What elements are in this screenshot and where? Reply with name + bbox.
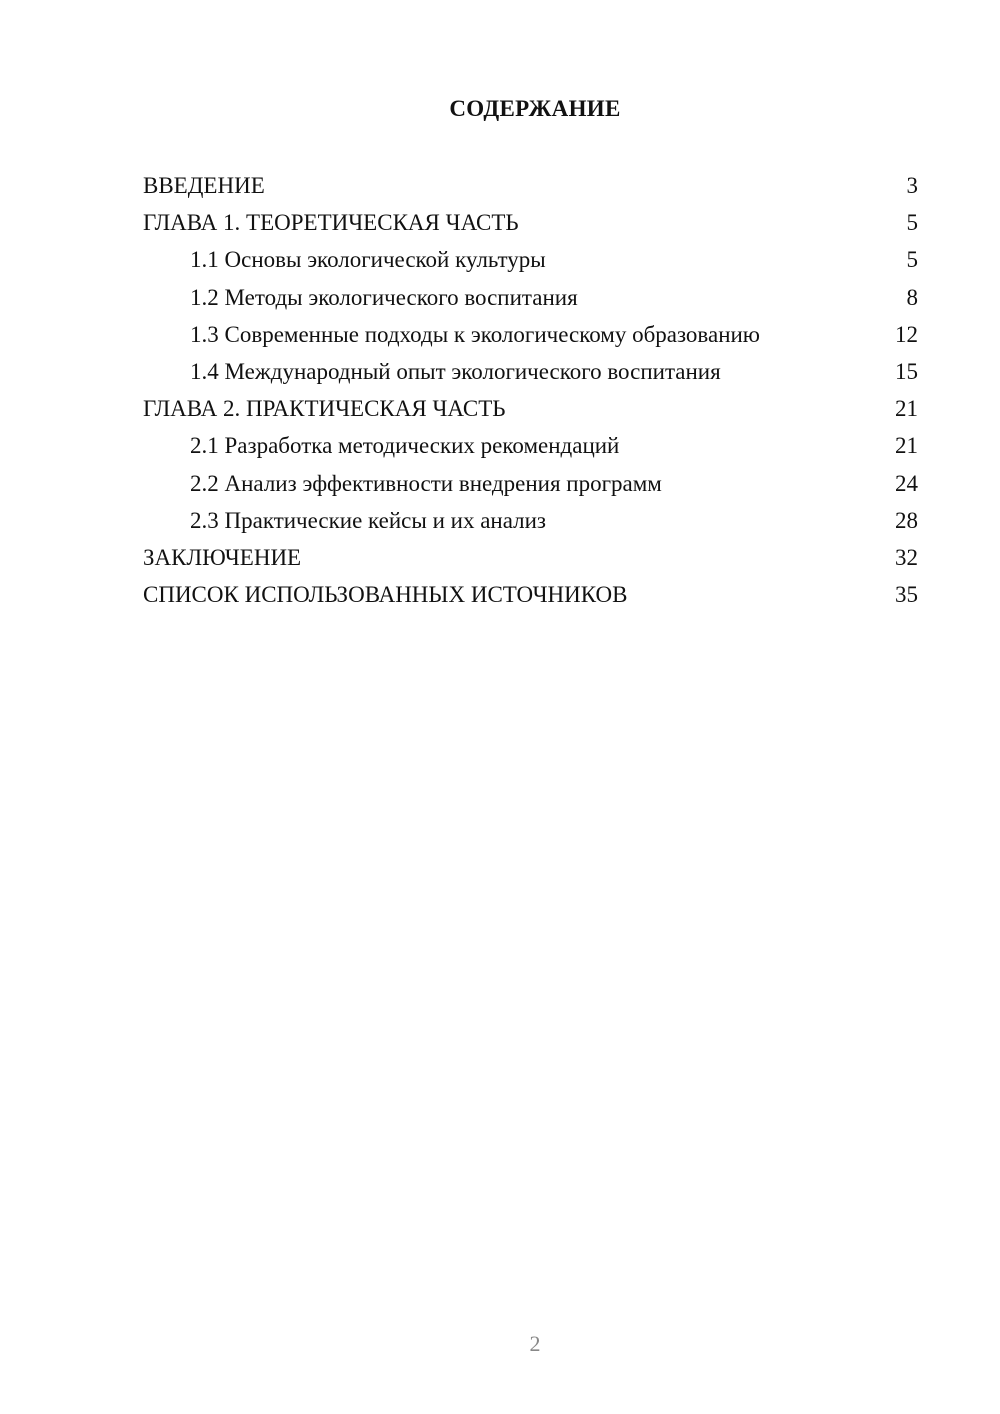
table-of-contents xyxy=(143,167,918,613)
toc-entry-label: ГЛАВА 2. ПРАКТИЧЕСКАЯ ЧАСТЬ xyxy=(143,396,506,422)
toc-entry-label: ВВЕДЕНИЕ xyxy=(143,173,265,198)
toc-entry xyxy=(143,279,918,316)
toc-entry xyxy=(143,167,918,204)
page-number: 2 xyxy=(529,1331,541,1356)
toc-entry xyxy=(143,241,918,278)
toc-entry-label: 1.3 Современные подходы к экологическому образованию xyxy=(190,321,760,347)
page-title: СОДЕРЖАНИЕ xyxy=(449,96,621,121)
toc-entry-label: 1.1 Основы экологической культуры xyxy=(190,247,546,273)
toc-entry-page: 15 xyxy=(895,358,918,384)
toc-entry xyxy=(143,539,918,576)
toc-entry-label: 1.2 Методы экологического воспитания xyxy=(190,284,578,310)
toc-entry-label: 2.2 Анализ эффективности внедрения программ xyxy=(190,470,662,496)
toc-entry-label: ГЛАВА 1. ТЕОРЕТИЧЕСКАЯ ЧАСТЬ xyxy=(143,210,519,236)
toc-entry-page: 12 xyxy=(895,321,918,347)
toc-entry-label: 2.1 Разработка методических рекомендаций xyxy=(190,433,620,459)
toc-entry xyxy=(143,427,918,464)
toc-entry xyxy=(143,576,918,613)
toc-entry-page: 21 xyxy=(895,396,918,422)
toc-entry-label: 1.4 Международный опыт экологического воспитания xyxy=(190,358,721,384)
toc-entry xyxy=(143,204,918,241)
toc-entry xyxy=(143,316,918,353)
toc-entry xyxy=(143,390,918,427)
toc-entry-page: 5 xyxy=(906,210,918,236)
toc-entry xyxy=(143,465,918,502)
toc-entry-page: 21 xyxy=(895,433,918,459)
toc-entry-label: СПИСОК ИСПОЛЬЗОВАННЫХ ИСТОЧНИКОВ xyxy=(143,582,628,608)
toc-entry-page: 35 xyxy=(895,582,918,608)
toc-entry xyxy=(143,502,918,539)
toc-entry-page: 8 xyxy=(906,284,918,310)
toc-entry-page: 24 xyxy=(895,470,918,496)
toc-entry xyxy=(143,353,918,390)
toc-entry-page: 5 xyxy=(906,247,918,273)
toc-entry-page: 32 xyxy=(895,544,918,570)
toc-entry-page: 3 xyxy=(906,173,918,198)
toc-entry-label: 2.3 Практические кейсы и их анализ xyxy=(190,507,546,533)
toc-entry-label: ЗАКЛЮЧЕНИЕ xyxy=(143,544,302,570)
toc-entry-page: 28 xyxy=(895,507,918,533)
